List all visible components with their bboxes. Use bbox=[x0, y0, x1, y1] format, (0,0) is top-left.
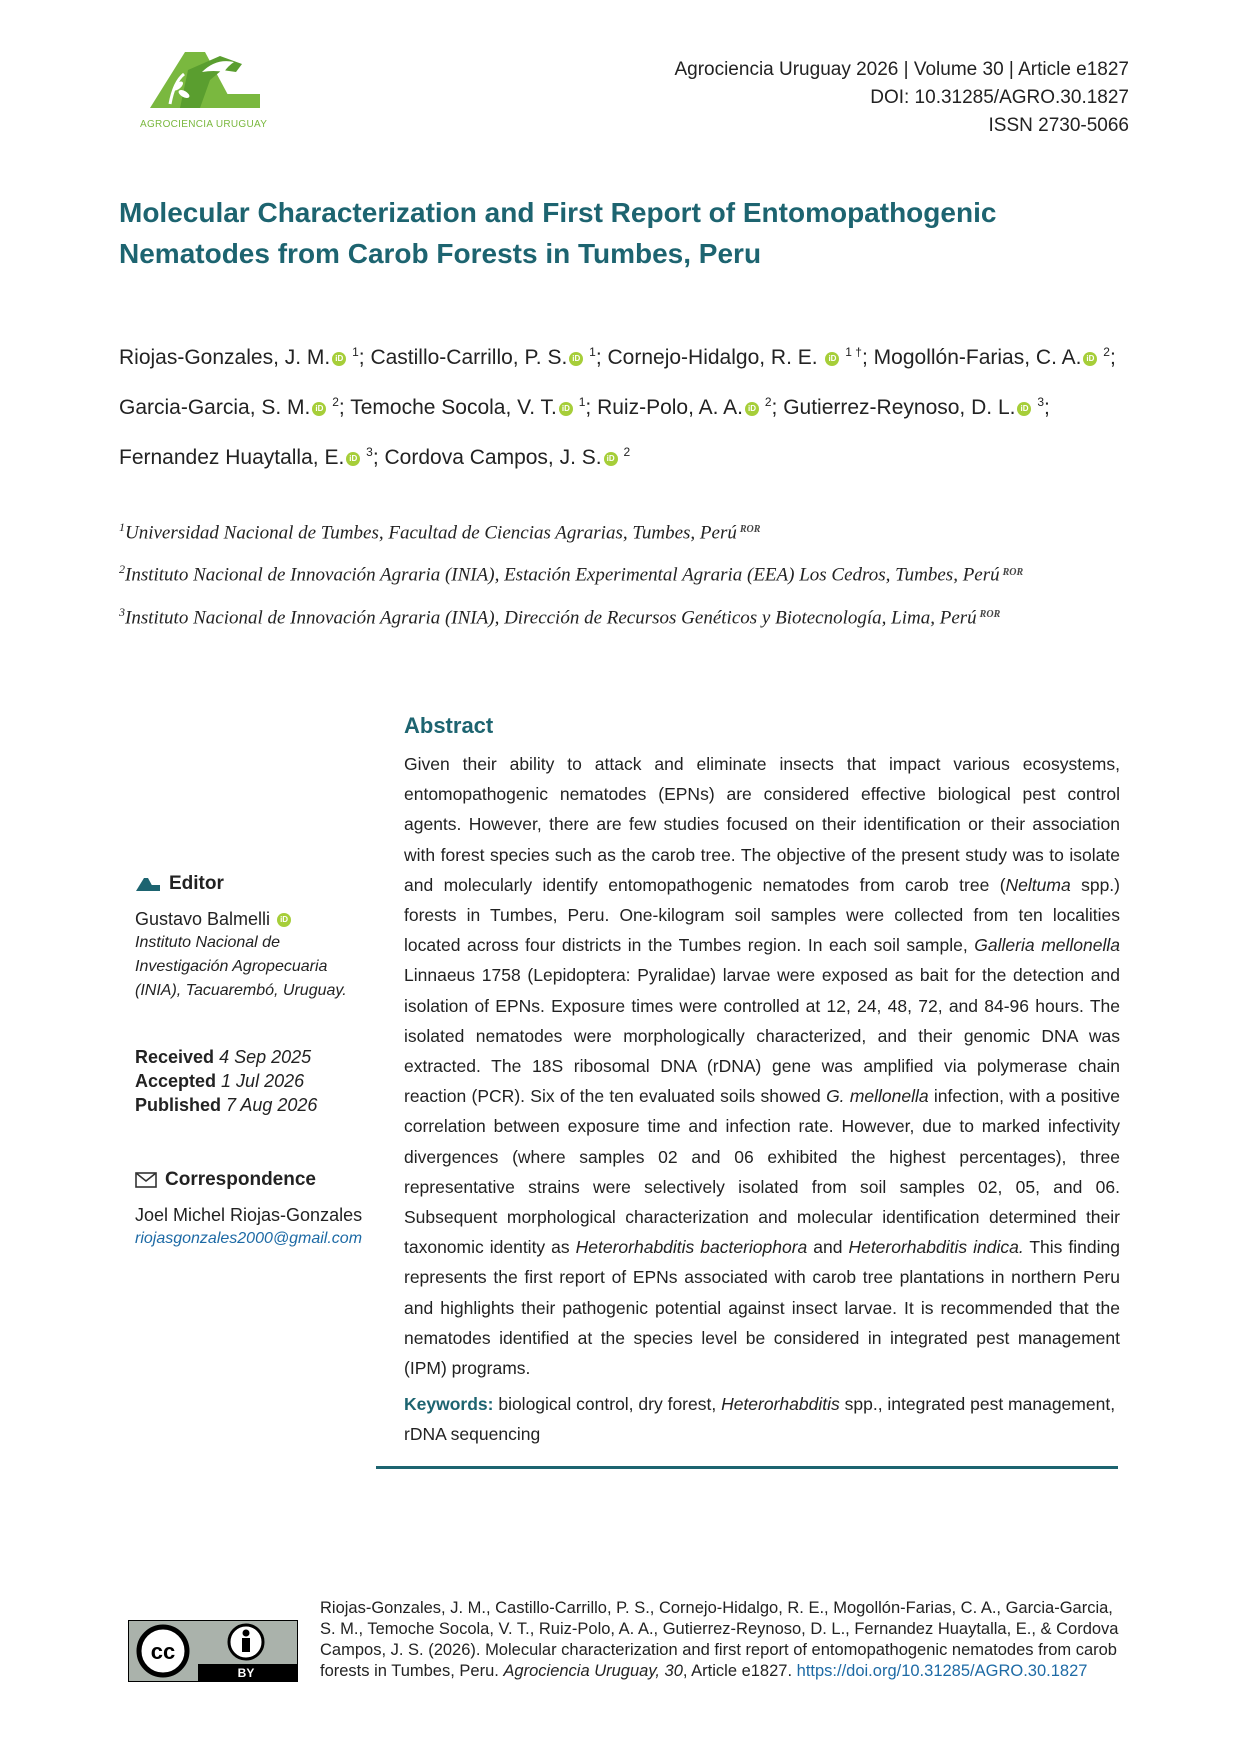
cc-by-license-badge[interactable] bbox=[128, 1620, 298, 1682]
editor-affiliation-2: Investigación Agropecuaria bbox=[135, 958, 328, 975]
author: Mogollón-Farias, C. A. iD $^2$; bbox=[873, 345, 1116, 369]
author: Riojas-Gonzales, J. M. iD $^1$; bbox=[119, 345, 365, 369]
author: Gutierrez-Reynoso, D. L. iD $^3$; bbox=[783, 395, 1050, 419]
author: Fernandez Huaytalla, E. iD $^3$; bbox=[119, 445, 379, 469]
journal-logo bbox=[140, 50, 280, 130]
orcid-icon[interactable]: iD bbox=[332, 352, 346, 366]
orcid-icon[interactable]: iD bbox=[346, 452, 360, 466]
author: Cornejo-Hidalgo, R. E. iD $^{1 \dagger}$; bbox=[607, 345, 868, 369]
author: Cordova Campos, J. S. iD $^2$ bbox=[384, 445, 631, 469]
abstract-divider bbox=[376, 1466, 1118, 1469]
orcid-icon[interactable]: iD bbox=[745, 402, 759, 416]
affiliations bbox=[119, 509, 1139, 636]
abstract-text: Given their ability to attack and eliminate insects that impact various ecosystems, entomopathogenic nematodes (EPNs) are considered effective biological pest control agents. However, there are few studies focused on their identification or their association with forest species such as the carob tree. The objective of the present study was to isolate and molecularly identify entomopathogenic nematodes from carob tree (Neltuma spp.) forests in Tumbes, Peru. One-kilogram soil samples were collected from ten localities located across four districts in the Tumbes region. In each soil sample, Galleria mellonella Linnaeus 1758 (Lepidoptera: Pyralidae) larvae were exposed as bait for the detection and isolation of EPNs. Exposure times were controlled at 12, 24, 48, 72, and 84-96 hours. The isolated nematodes were morphologically characterized, and their genomic DNA was extracted. The 18S ribosomal DNA (rDNA) gene was amplified via polymerase chain reaction (PCR). Six of the ten evaluated soils showed G. mellonella infection, with a positive correlation between exposure time and infection rate. However, due to marked infectivity divergences (where samples 02 and 06 exhibited the highest percentages), three representative strains were selectively isolated from soil samples 02, 05, and 06. Subsequent morphological characterization and molecular identification determined their taxonomic identity as Heterorhabditis bacteriophora and Heterorhabditis indica. This finding represents the first report of EPNs associated with carob tree plantations in northern Peru and highlights their pathogenic potential against insect larvae. It is recommended that the nematodes identified at the species level be considered in integrated pest management (IPM) programs. bbox=[404, 754, 1120, 1379]
orcid-icon[interactable]: iD bbox=[825, 352, 839, 366]
correspondence-heading: Correspondence bbox=[135, 1169, 375, 1191]
ror-icon[interactable]: ROR bbox=[739, 524, 761, 536]
correspondence-name: Joel Michel Riojas-Gonzales bbox=[135, 1205, 363, 1225]
ror-icon[interactable]: ROR bbox=[1002, 566, 1024, 578]
issn: ISSN 2730-5066 bbox=[988, 115, 1129, 136]
accepted-date: Accepted 1 Jul 2026 bbox=[135, 1071, 305, 1091]
editor-name-line bbox=[135, 907, 375, 931]
by-label: BY bbox=[237, 1666, 255, 1680]
author: Castillo-Carrillo, P. S. iD $^1$; bbox=[370, 345, 602, 369]
author: Temoche Socola, V. T. iD $^1$; bbox=[350, 395, 592, 419]
author: Ruiz-Polo, A. A. iD $^2$; bbox=[597, 395, 778, 419]
orcid-icon[interactable]: iD bbox=[312, 402, 326, 416]
ror-icon[interactable]: ROR bbox=[979, 608, 1001, 620]
journal-meta bbox=[674, 56, 1129, 140]
orcid-icon[interactable]: iD bbox=[569, 352, 583, 366]
author-list bbox=[119, 330, 1129, 480]
editor-name: Gustavo Balmelli bbox=[135, 909, 271, 929]
doi: DOI: 10.31285/AGRO.30.1827 bbox=[870, 87, 1129, 108]
editor-icon bbox=[135, 876, 161, 892]
logo-text: AGROCIENCIA URUGUAY bbox=[140, 119, 268, 130]
title-line-1: Molecular Characterization and First Report of Entomopathogenic bbox=[119, 197, 997, 228]
published-date: Published 7 Aug 2026 bbox=[135, 1095, 318, 1115]
envelope-icon bbox=[135, 1172, 157, 1188]
author-line-1 bbox=[119, 330, 1129, 380]
abstract-section bbox=[404, 713, 1120, 1450]
article-sidebar bbox=[135, 873, 375, 1251]
orcid-icon[interactable]: iD bbox=[559, 402, 573, 416]
editor-affiliation-1: Instituto Nacional de bbox=[135, 934, 280, 951]
author: Garcia-Garcia, S. M. iD $^2$; bbox=[119, 395, 345, 419]
orcid-icon[interactable]: iD bbox=[277, 913, 291, 927]
doi-link[interactable]: https://doi.org/10.31285/AGRO.30.1827 bbox=[796, 1662, 1088, 1680]
affiliation: $^1$Universidad Nacional de Tumbes, Facultad de Ciencias Agrarias, Tumbes, Perú $^{ROR}$ bbox=[119, 520, 761, 544]
author-line-3 bbox=[119, 430, 1129, 480]
affiliation: $^2$Instituto Nacional de Innovación Agraria (INIA), Estación Experimental Agraria (EEA) Los Cedros, Tumbes, Perú $^{ROR}$ bbox=[119, 562, 1024, 586]
correspondence-email[interactable]: riojasgonzales2000@gmail.com bbox=[135, 1230, 363, 1247]
title-line-2: Nematodes from Carob Forests in Tumbes, Peru bbox=[119, 238, 762, 269]
author-line-2 bbox=[119, 380, 1129, 430]
orcid-icon[interactable]: iD bbox=[1083, 352, 1097, 366]
cc-label: cc bbox=[150, 1639, 176, 1664]
paper-title bbox=[119, 192, 1119, 274]
keywords: Keywords: biological control, dry forest, Heterorhabditis spp., integrated pest management, rDNA sequencing bbox=[404, 1394, 1116, 1445]
editor-affiliation-3: (INIA), Tacuarembó, Uruguay. bbox=[135, 982, 347, 999]
affiliation: $^3$Instituto Nacional de Innovación Agraria (INIA), Dirección de Recursos Genéticos y Biotecnología, Lima, Perú $^{ROR}$ bbox=[119, 604, 1001, 628]
article-dates bbox=[135, 1045, 375, 1117]
cc-by-icon bbox=[128, 1620, 298, 1682]
editor-heading: Editor bbox=[135, 873, 375, 895]
received-date: Received 4 Sep 2025 bbox=[135, 1047, 312, 1067]
agrociencia-logo-icon bbox=[140, 50, 280, 112]
orcid-icon[interactable]: iD bbox=[1017, 402, 1031, 416]
abstract-heading: Abstract bbox=[404, 713, 494, 738]
orcid-icon[interactable]: iD bbox=[604, 452, 618, 466]
citation-block: Riojas-Gonzales, J. M., Castillo-Carrillo, P. S., Cornejo-Hidalgo, R. E., Mogollón-Farias, C. A., Garcia-Garcia, S. M., Temoche Socola, V. T., Ruiz-Polo, A. A., Gutierrez-Reynoso, D. L., Fernandez Huaytalla, E., & Cordova Campos, J. S. (2026). Molecular characterization and first report of entomopathogenic nematodes from carob forests in Tumbes, Peru. Agrociencia Uruguay, 30, Article e1827. https://doi.org/10.31285/AGRO.30.1827 bbox=[320, 1599, 1119, 1680]
journal-header: Agrociencia Uruguay 2026 | Volume 30 | Article e1827 bbox=[674, 59, 1129, 80]
